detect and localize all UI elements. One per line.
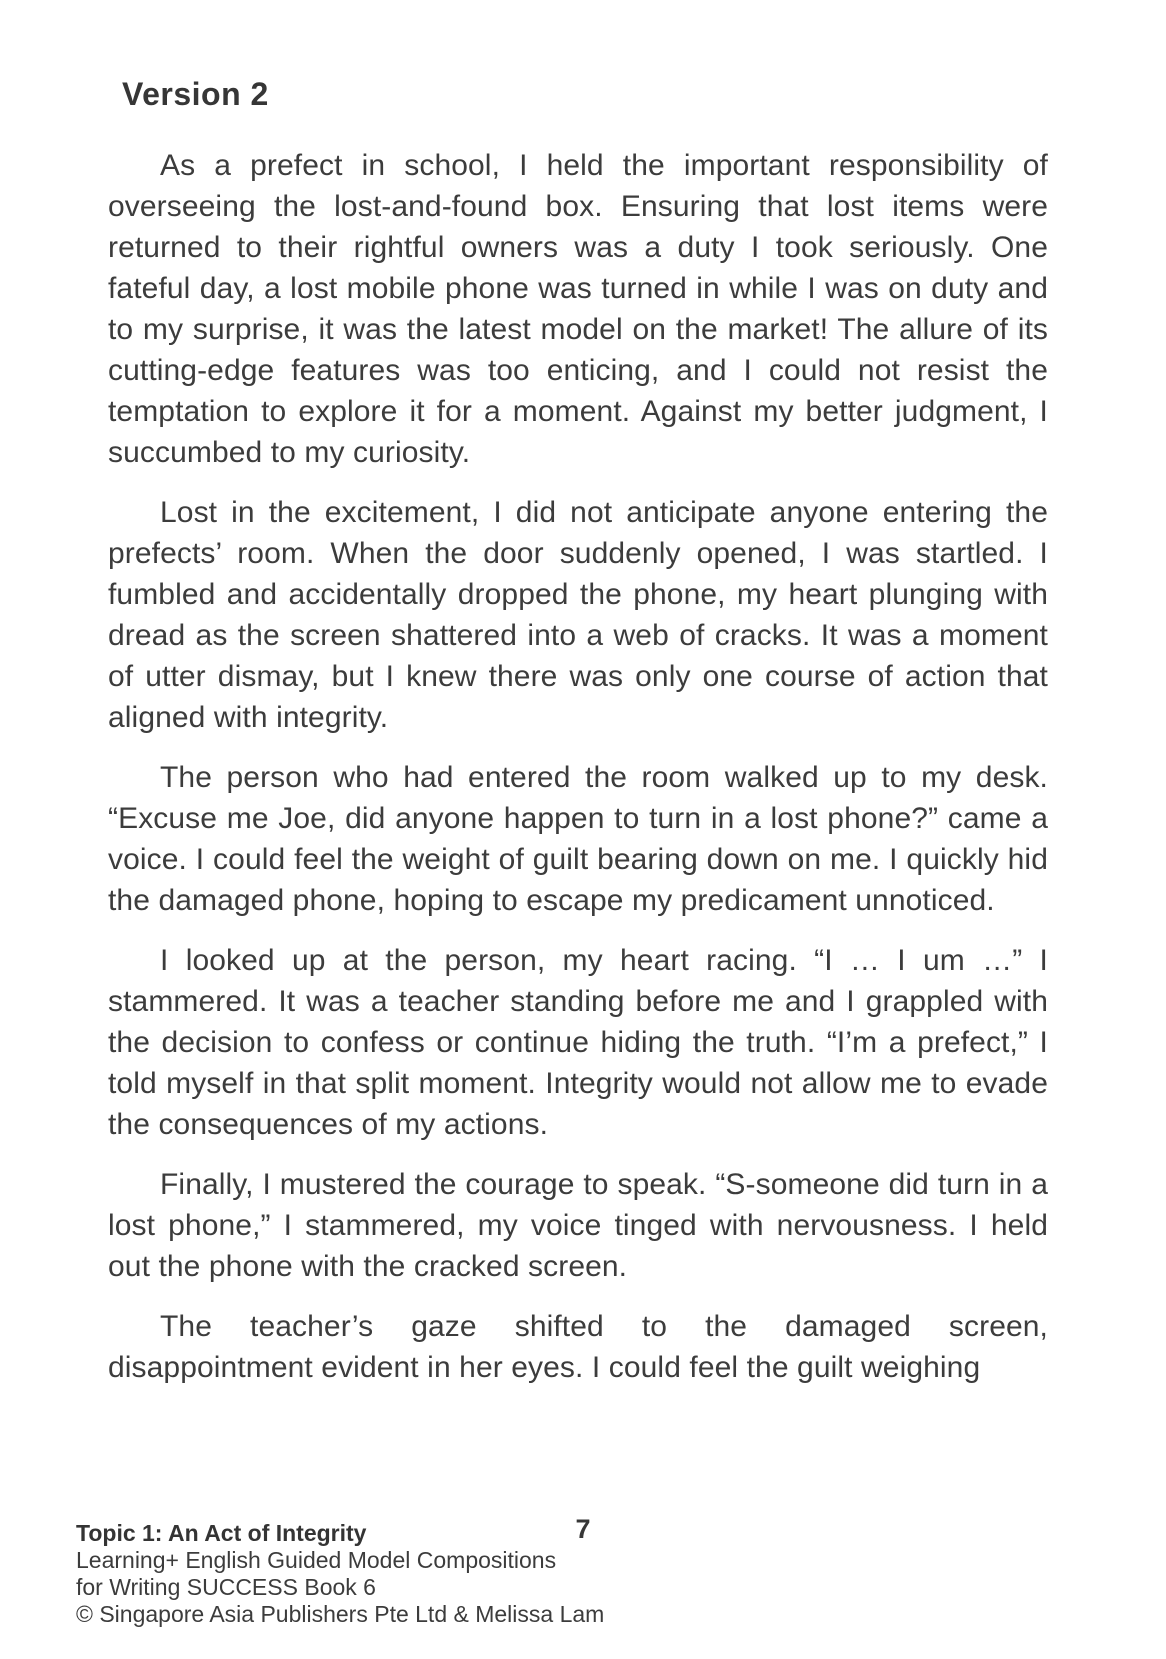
- footer-series-line1: Learning+ English Guided Model Compositions: [76, 1547, 557, 1573]
- page-footer: [76, 1520, 1076, 1628]
- paragraph-5: Finally, I mustered the courage to speak. “S-someone did turn in a lost phone,” I stammered, my voice tinged with nervousness. I held out the phone with the cracked screen.: [108, 1168, 1048, 1283]
- paragraph-6: The teacher’s gaze shifted to the damaged screen, disappointment evident in her eyes. I could feel the guilt weighing: [108, 1310, 1048, 1384]
- paragraph-3: The person who had entered the room walked up to my desk. “Excuse me Joe, did anyone happen to turn in a lost phone?” came a voice. I could feel the weight of guilt bearing down on me. I quickly hid the damaged phone, hoping to escape my predicament unnoticed.: [108, 761, 1048, 917]
- composition-text: [108, 145, 1048, 1388]
- paragraph-4: I looked up at the person, my heart racing. “I … I um …” I stammered. It was a teacher standing before me and I grappled with the decision to confess or continue hiding the truth. “I’m a prefect,” I told myself in that split moment. Integrity would not allow me to evade the consequences of my actions.: [108, 944, 1048, 1141]
- page-number: 7: [575, 1514, 591, 1544]
- footer-copyright: © Singapore Asia Publishers Pte Ltd & Melissa Lam: [76, 1601, 605, 1627]
- paragraph-1: As a prefect in school, I held the important responsibility of overseeing the lost-and-found box. Ensuring that lost items were returned to their rightful owners was a duty I took seriously. One fateful day, a lost mobile phone was turned in while I was on duty and to my surprise, it was the latest model on the market! The allure of its cutting-edge features was too enticing, and I could not resist the temptation to explore it for a moment. Against my better judgment, I succumbed to my curiosity.: [108, 149, 1048, 469]
- section-heading: Version 2: [122, 76, 269, 112]
- footer-series-line2: for Writing SUCCESS Book 6: [76, 1574, 376, 1600]
- paragraph-2: Lost in the excitement, I did not anticipate anyone entering the prefects’ room. When the door suddenly opened, I was startled. I fumbled and accidentally dropped the phone, my heart plunging with dread as the screen shattered into a web of cracks. It was a moment of utter dismay, but I knew there was only one course of action that aligned with integrity.: [108, 496, 1048, 734]
- page-content: [108, 76, 1048, 1500]
- footer-topic: Topic 1: An Act of Integrity: [76, 1520, 367, 1546]
